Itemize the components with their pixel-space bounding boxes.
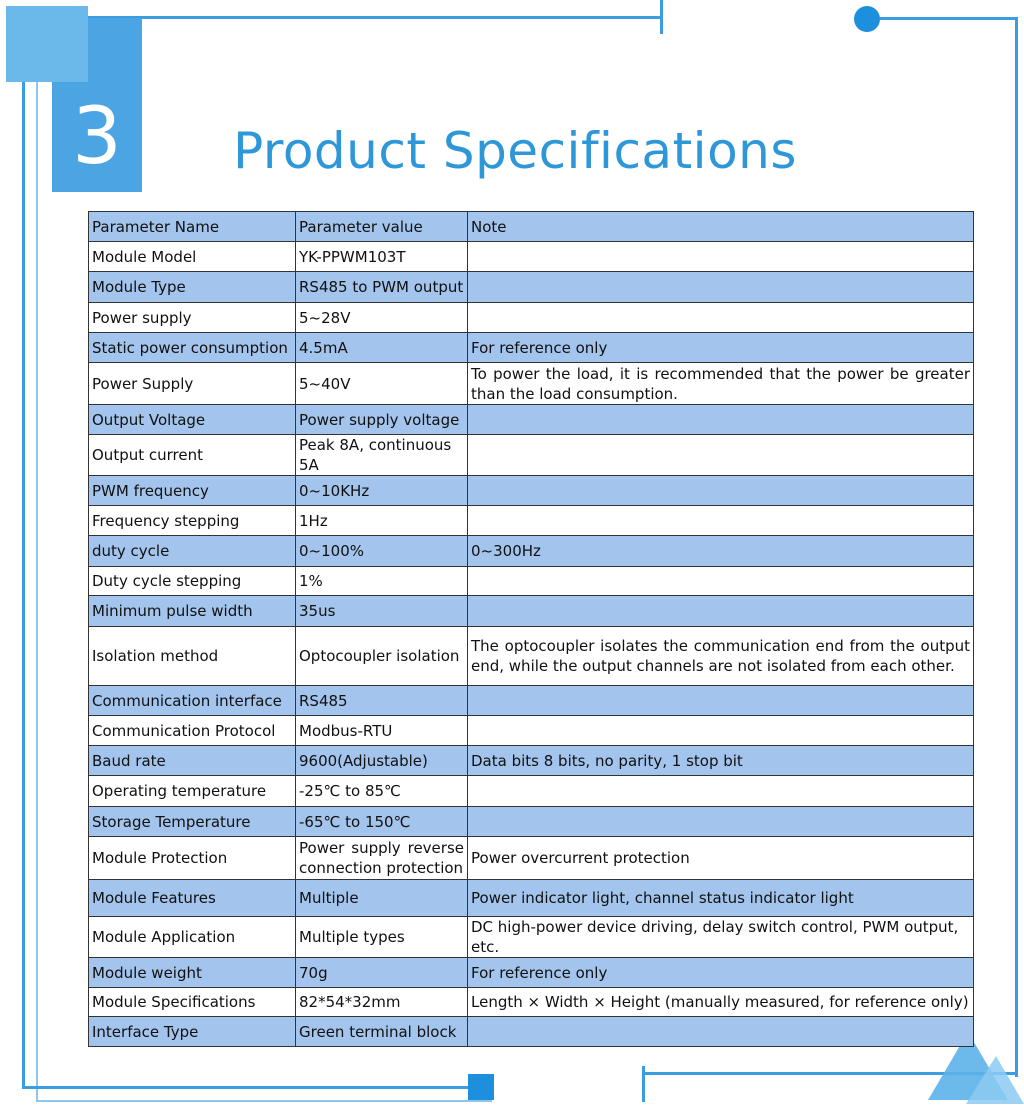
cell-note [468, 506, 974, 536]
frame-line-bottom-right-tick [642, 1066, 645, 1102]
cell-parameter-value: 1% [296, 567, 468, 596]
cell-parameter-name: duty cycle [89, 536, 296, 567]
table-row [89, 716, 974, 746]
table-row [89, 746, 974, 776]
cell-parameter-name: Operating temperature [89, 776, 296, 807]
frame-line-top-left-tick [660, 0, 663, 34]
cell-parameter-name: Duty cycle stepping [89, 567, 296, 596]
spec-table [88, 211, 974, 1047]
table-row [89, 435, 974, 476]
cell-note [468, 1017, 974, 1047]
table-row [89, 303, 974, 333]
header-parameter-name: Parameter Name [89, 212, 296, 242]
cell-parameter-value: 4.5mA [296, 333, 468, 363]
cell-note [468, 242, 974, 272]
table-header-row [89, 212, 974, 242]
table-row [89, 536, 974, 567]
cell-parameter-value: YK-PPWM103T [296, 242, 468, 272]
frame-line-right [1015, 17, 1018, 1077]
cell-parameter-name: Interface Type [89, 1017, 296, 1047]
cell-parameter-name: PWM frequency [89, 476, 296, 506]
cell-parameter-name: Frequency stepping [89, 506, 296, 536]
cell-parameter-name: Communication interface [89, 686, 296, 716]
cell-parameter-name: Baud rate [89, 746, 296, 776]
section-number: 3 [72, 92, 122, 182]
cell-note [468, 303, 974, 333]
table-row [89, 1017, 974, 1047]
cell-parameter-name: Power supply [89, 303, 296, 333]
cell-parameter-value: 1Hz [296, 506, 468, 536]
table-row [89, 333, 974, 363]
cell-parameter-value: 0~100% [296, 536, 468, 567]
cell-note [468, 596, 974, 627]
cell-parameter-value: 0~10KHz [296, 476, 468, 506]
frame-line-bottom-left [22, 1086, 492, 1089]
cell-note [468, 686, 974, 716]
table-row [89, 567, 974, 596]
cell-parameter-name: Module Features [89, 880, 296, 917]
cell-parameter-name: Output Voltage [89, 405, 296, 435]
cell-parameter-value: RS485 [296, 686, 468, 716]
frame-line-top-right [880, 17, 1018, 20]
cell-note [468, 567, 974, 596]
cell-note [468, 807, 974, 837]
cell-parameter-value: Multiple types [296, 917, 468, 958]
cell-parameter-value: RS485 to PWM output [296, 272, 468, 303]
cell-note: DC high-power device driving, delay switch control, PWM output, etc. [468, 917, 974, 958]
header-parameter-value: Parameter value [296, 212, 468, 242]
cell-parameter-value: 35us [296, 596, 468, 627]
cell-parameter-value: Power supply voltage [296, 405, 468, 435]
table-row [89, 807, 974, 837]
frame-dot-top-right [854, 6, 880, 32]
cell-parameter-name: Storage Temperature [89, 807, 296, 837]
frame-line-bottom-left-2 [36, 1100, 492, 1102]
cell-parameter-value: Optocoupler isolation [296, 627, 468, 686]
table-row [89, 476, 974, 506]
cell-parameter-value: 82*54*32mm [296, 988, 468, 1017]
cell-note: Power overcurrent protection [468, 837, 974, 880]
cell-note: For reference only [468, 958, 974, 988]
cell-parameter-name: Output current [89, 435, 296, 476]
table-row [89, 405, 974, 435]
table-row [89, 958, 974, 988]
frame-line-left-inner [36, 16, 38, 1102]
cell-parameter-value: 5~40V [296, 363, 468, 405]
table-row [89, 776, 974, 807]
cell-parameter-name: Module Specifications [89, 988, 296, 1017]
table-row [89, 917, 974, 958]
cell-note [468, 476, 974, 506]
page-title: Product Specifications [233, 122, 797, 180]
cell-note: Power indicator light, channel status indicator light [468, 880, 974, 917]
cell-parameter-name: Module Type [89, 272, 296, 303]
cell-note [468, 435, 974, 476]
cell-parameter-name: Communication Protocol [89, 716, 296, 746]
table-row [89, 242, 974, 272]
cell-note: Length × Width × Height (manually measured, for reference only) [468, 988, 974, 1017]
cell-parameter-name: Isolation method [89, 627, 296, 686]
cell-note [468, 272, 974, 303]
cell-parameter-name: Static power consumption [89, 333, 296, 363]
table-row [89, 880, 974, 917]
cell-note [468, 776, 974, 807]
cell-parameter-value: -65℃ to 150℃ [296, 807, 468, 837]
frame-line-left-outer [22, 16, 25, 1088]
cell-parameter-name: Minimum pulse width [89, 596, 296, 627]
table-row [89, 363, 974, 405]
section-number-box-accent [6, 6, 88, 82]
cell-parameter-value: -25℃ to 85℃ [296, 776, 468, 807]
cell-parameter-value: Modbus-RTU [296, 716, 468, 746]
cell-parameter-value: 70g [296, 958, 468, 988]
table-row [89, 272, 974, 303]
cell-parameter-value: Power supply reverse connection protection [296, 837, 468, 880]
cell-parameter-name: Module Application [89, 917, 296, 958]
cell-note: For reference only [468, 333, 974, 363]
cell-parameter-name: Module weight [89, 958, 296, 988]
frame-square-bottom [468, 1074, 494, 1100]
cell-parameter-name: Module Protection [89, 837, 296, 880]
header-note: Note [468, 212, 974, 242]
cell-parameter-value: 9600(Adjustable) [296, 746, 468, 776]
cell-note [468, 716, 974, 746]
cell-note: 0~300Hz [468, 536, 974, 567]
cell-note: To power the load, it is recommended that the power be greater than the load consumption. [468, 363, 974, 405]
cell-parameter-value: Multiple [296, 880, 468, 917]
cell-note: The optocoupler isolates the communication end from the output end, while the output channels are not isolated from each other. [468, 627, 974, 686]
cell-parameter-name: Power Supply [89, 363, 296, 405]
table-row [89, 506, 974, 536]
cell-note [468, 405, 974, 435]
table-row [89, 686, 974, 716]
cell-parameter-value: Green terminal block [296, 1017, 468, 1047]
cell-note: Data bits 8 bits, no parity, 1 stop bit [468, 746, 974, 776]
cell-parameter-name: Module Model [89, 242, 296, 272]
table-row [89, 837, 974, 880]
cell-parameter-value: 5~28V [296, 303, 468, 333]
table-row [89, 988, 974, 1017]
frame-line-top-left [88, 16, 663, 19]
table-row [89, 627, 974, 686]
cell-parameter-value: Peak 8A, continuous 5A [296, 435, 468, 476]
table-row [89, 596, 974, 627]
